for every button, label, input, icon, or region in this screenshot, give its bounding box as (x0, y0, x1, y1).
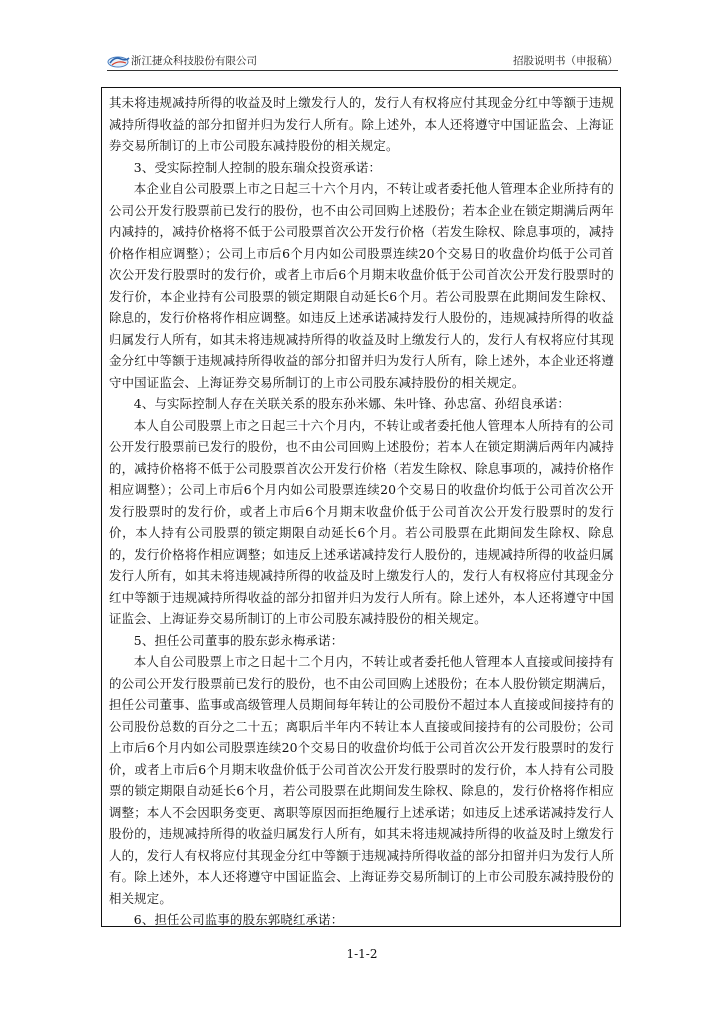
page-number: 1-1-2 (346, 947, 378, 961)
body-paragraph: 本人自公司股票上市之日起三十六个月内，不转让或者委托他人管理本人所持有的公司公开发行股票前已发行的股份，也不由公司回购上述股份；若本人在锁定期满后两年内减持的，减持价格将不低于公司股票首次公开发行价格（若发生除权、除息事项的，减持价格作相应调整）；公司上市后6个月内如公司股票连续20个交易日的收盘价均低于公司首次公开发行股票时的发行价，或者上市后6个月期末收盘价低于公司首次公开发行股票时的发行价，本人持有公司股票的锁定期限自动延长6个月。若公司股票在此期间发生除权、除息的，发行价格将作相应调整；如违反上述承诺减持发行人股份的，违规减持所得的收益归属发行人所有，如其未将违规减持所得的收益及时上缴发行人的，发行人有权将应付其现金分红中等额于违规减持所得收益的部分扣留并归为发行人所有。除上述外，本人还将遵守中国证监会、上海证券交易所制订的上市公司股东减持股份的相关规定。 (109, 417, 614, 626)
document-title: 招股说明书（申报稿） (513, 55, 618, 67)
commitment-heading: 5、担任公司董事的股东彭永梅承诺： (133, 632, 344, 648)
page-header (107, 53, 618, 69)
content-frame (101, 87, 621, 927)
body-paragraph: 其未将违规减持所得的收益及时上缴发行人的，发行人有权将应付其现金分红中等额于违规减持所得收益的部分扣留并归为发行人所有。除上述外，本人还将遵守中国证监会、上海证券交易所制订的上市公司股东减持股份的相关规定。 (109, 95, 614, 153)
company-name: 浙江捷众科技股份有限公司 (131, 55, 257, 67)
company-logo-icon (107, 54, 131, 68)
commitment-heading: 6、担任公司监事的股东郭晓红承诺： (133, 912, 344, 927)
body-paragraph: 本人自公司股票上市之日起十二个月内，不转让或者委托他人管理本人直接或间接持有的公司公开发行股票前已发行的股份，也不由公司回购上述股份；在本人股份锁定期满后，担任公司董事、监事或高级管理人员期间每年转让的公司股份不超过本人直接或间接持有的公司股份总数的百分之二十五；离职后半年内不转让本人直接或间接持有的公司股份；公司上市后6个月内如公司股票连续20个交易日的收盘价均低于公司首次公开发行股票时的发行价，或者上市后6个月期末收盘价低于公司首次公开发行股票时的发行价，本人持有公司股票的锁定期限自动延长6个月，若公司股票在此期间发生除权、除息的，发行价格将作相应调整；本人不会因职务变更、离职等原因而拒绝履行上述承诺；如违反上述承诺减持发行人股份的，违规减持所得的收益归属发行人所有，如其未将违规减持所得的收益及时上缴发行人的，发行人有权将应付其现金分红中等额于违规减持所得收益的部分扣留并归为发行人所有。除上述外，本人还将遵守中国证监会、上海证券交易所制订的上市公司股东减持股份的相关规定。 (109, 654, 614, 906)
header-divider (107, 70, 618, 71)
commitment-heading: 4、与实际控制人存在关联关系的股东孙米娜、朱叶锋、孙忠富、孙绍良承诺： (133, 396, 570, 411)
commitment-heading: 3、受实际控制人控制的股东瑞众投资承诺： (133, 159, 382, 175)
body-paragraph: 本企业自公司股票上市之日起三十六个月内，不转让或者委托他人管理本企业所持有的公司公开发行股票前已发行的股份，也不由公司回购上述股份；若本企业在锁定期满后两年内减持的，减持价格将不低于公司股票首次公开发行价格（若发生除权、除息事项的，减持价格作相应调整）；公司上市后6个月内如公司股票连续20个交易日的收盘价均低于公司首次公开发行股票时的发行价，或者上市后6个月期末收盘价低于公司首次公开发行股票时的发行价，本企业持有公司股票的锁定期限自动延长6个月。若公司股票在此期间发生除权、除息的，发行价格将作相应调整。如违反上述承诺减持发行人股份的，违规减持所得的收益归属发行人所有，如其未将违规减持所得的收益及时上缴发行人的，发行人有权将应付其现金分红中等额于违规减持所得收益的部分扣留并归为发行人所有，除上述外，本企业还将遵守中国证监会、上海证券交易所制订的上市公司股东减持股份的相关规定。 (109, 181, 614, 390)
